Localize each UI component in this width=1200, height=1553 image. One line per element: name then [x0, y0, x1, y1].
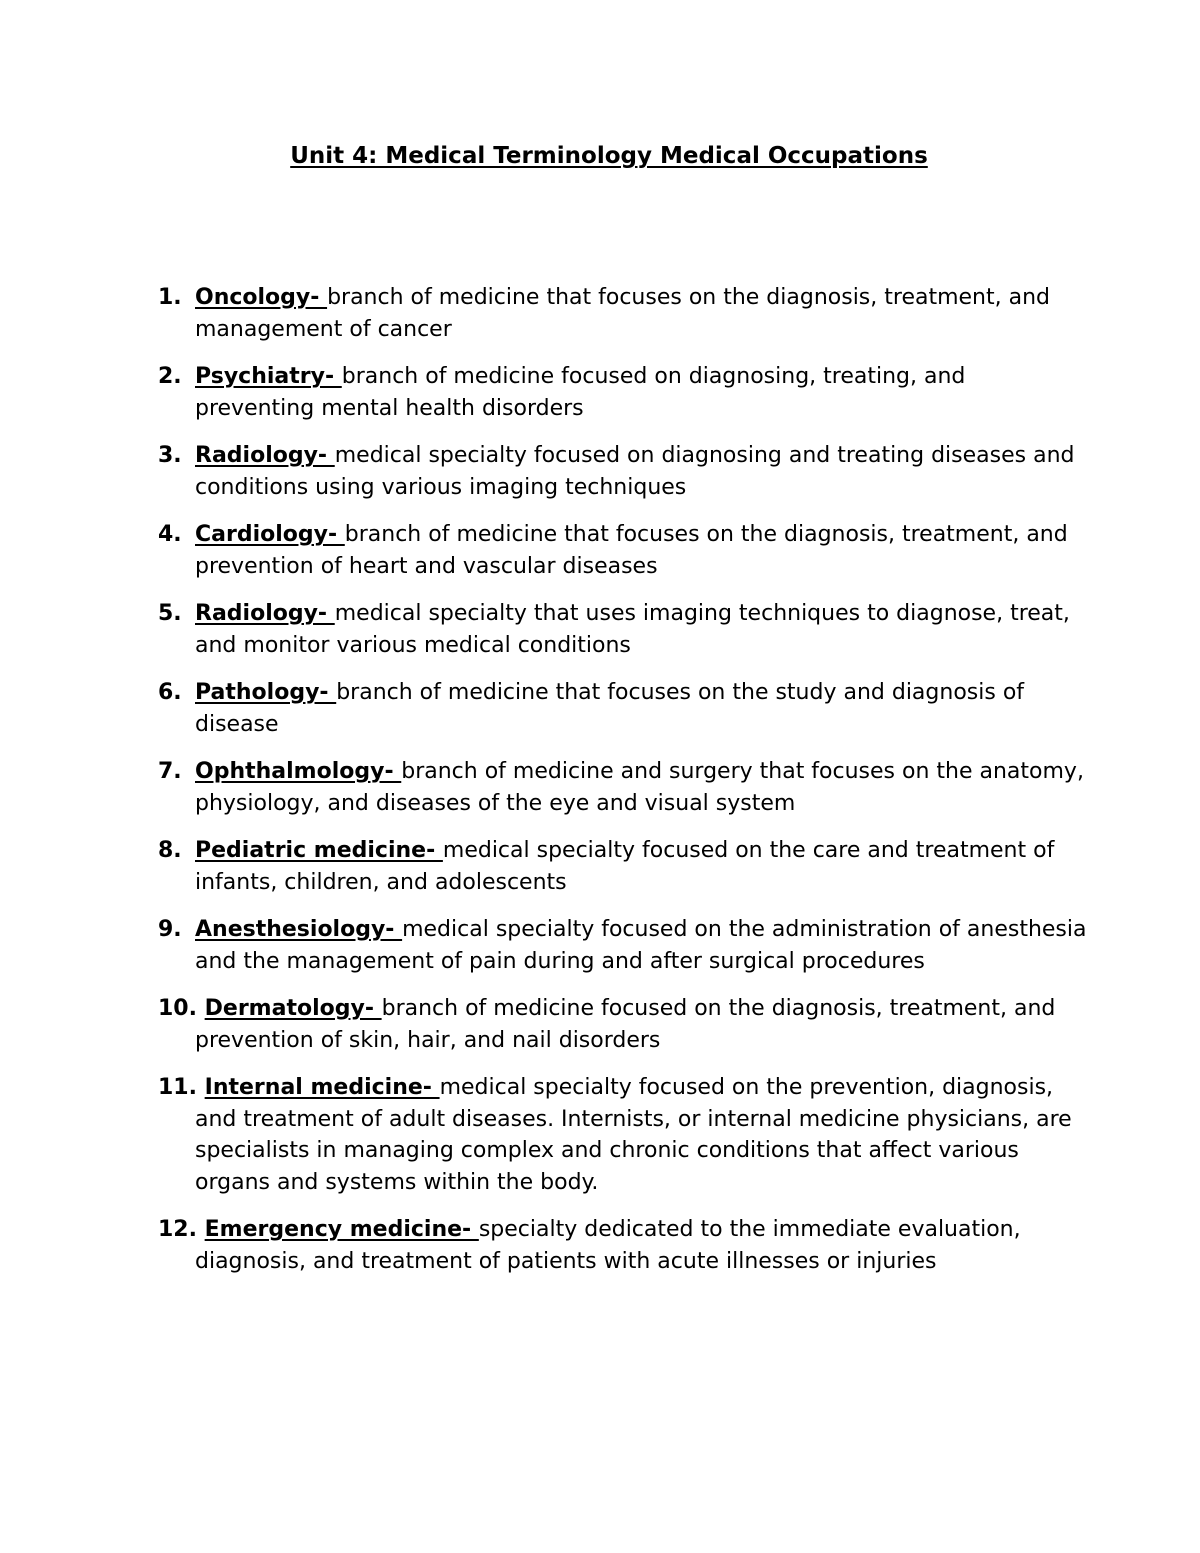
list-item: [158, 914, 1088, 977]
term-definition: branch of medicine that focuses on the diagnosis, treatment, and management of cancer: [195, 285, 1051, 342]
list-item: [158, 598, 1088, 661]
term-definition: branch of medicine and surgery that focuses on the anatomy, physiology, and diseases of the eye and visual system: [195, 759, 1084, 816]
term-definition: branch of medicine focused on the diagnosis, treatment, and prevention of skin, hair, and nail disorders: [195, 996, 1056, 1053]
terms-list: [158, 282, 1088, 1293]
list-item: [158, 440, 1088, 503]
list-item: [158, 1072, 1088, 1198]
term-name: Pathology-: [195, 680, 337, 705]
term-name: Radiology-: [195, 601, 335, 626]
term-definition: medical specialty focused on the administration of anesthesia and the management of pain during and after surgical procedures: [195, 917, 1087, 974]
term-definition: branch of medicine that focuses on the study and diagnosis of disease: [195, 680, 1025, 737]
document-title: Unit 4: Medical Terminology Medical Occupations: [290, 143, 928, 169]
term-name: Oncology-: [195, 285, 328, 310]
term-number: 2.: [158, 364, 182, 389]
term-name: Dermatology-: [204, 996, 382, 1021]
term-name: Ophthalmology-: [195, 759, 402, 784]
list-item: [158, 361, 1088, 424]
term-number: 11.: [158, 1075, 205, 1100]
term-definition: branch of medicine focused on diagnosing, treating, and preventing mental health disorders: [195, 364, 966, 421]
term-name: Anesthesiology-: [195, 917, 403, 942]
term-name: Pediatric medicine-: [195, 838, 443, 863]
list-item: [158, 519, 1088, 582]
term-definition: branch of medicine that focuses on the diagnosis, treatment, and prevention of heart and vascular diseases: [195, 522, 1068, 579]
term-number: 5.: [158, 601, 182, 626]
term-number: 8.: [158, 838, 182, 863]
list-item: [158, 1214, 1088, 1277]
term-name: Emergency medicine-: [204, 1217, 479, 1242]
list-item: [158, 677, 1088, 740]
term-name: Psychiatry-: [195, 364, 342, 389]
list-item: [158, 993, 1088, 1056]
term-definition: medical specialty that uses imaging techniques to diagnose, treat, and monitor various medical conditions: [195, 601, 1070, 658]
list-item: [158, 835, 1088, 898]
list-item: [158, 282, 1088, 345]
term-number: 7.: [158, 759, 182, 784]
term-number: 4.: [158, 522, 182, 547]
term-number: 3.: [158, 443, 182, 468]
term-name: Cardiology-: [195, 522, 345, 547]
term-number: 1.: [158, 285, 182, 310]
term-name: Radiology-: [195, 443, 335, 468]
term-definition: medical specialty focused on diagnosing and treating diseases and conditions using various imaging techniques: [195, 443, 1075, 500]
term-number: 12.: [158, 1217, 205, 1242]
term-number: 9.: [158, 917, 182, 942]
term-name: Internal medicine-: [204, 1075, 440, 1100]
term-number: 10.: [158, 996, 205, 1021]
term-number: 6.: [158, 680, 182, 705]
term-definition: specialty dedicated to the immediate evaluation, diagnosis, and treatment of patients with acute illnesses or injuries: [195, 1217, 1021, 1274]
list-item: [158, 756, 1088, 819]
term-definition: medical specialty focused on the care and treatment of infants, children, and adolescents: [195, 838, 1055, 895]
term-definition: medical specialty focused on the prevention, diagnosis, and treatment of adult diseases. Internists, or internal medicine physicians, are specialists in managing complex and chronic conditions that affect various organs and systems within the body.: [195, 1075, 1072, 1195]
